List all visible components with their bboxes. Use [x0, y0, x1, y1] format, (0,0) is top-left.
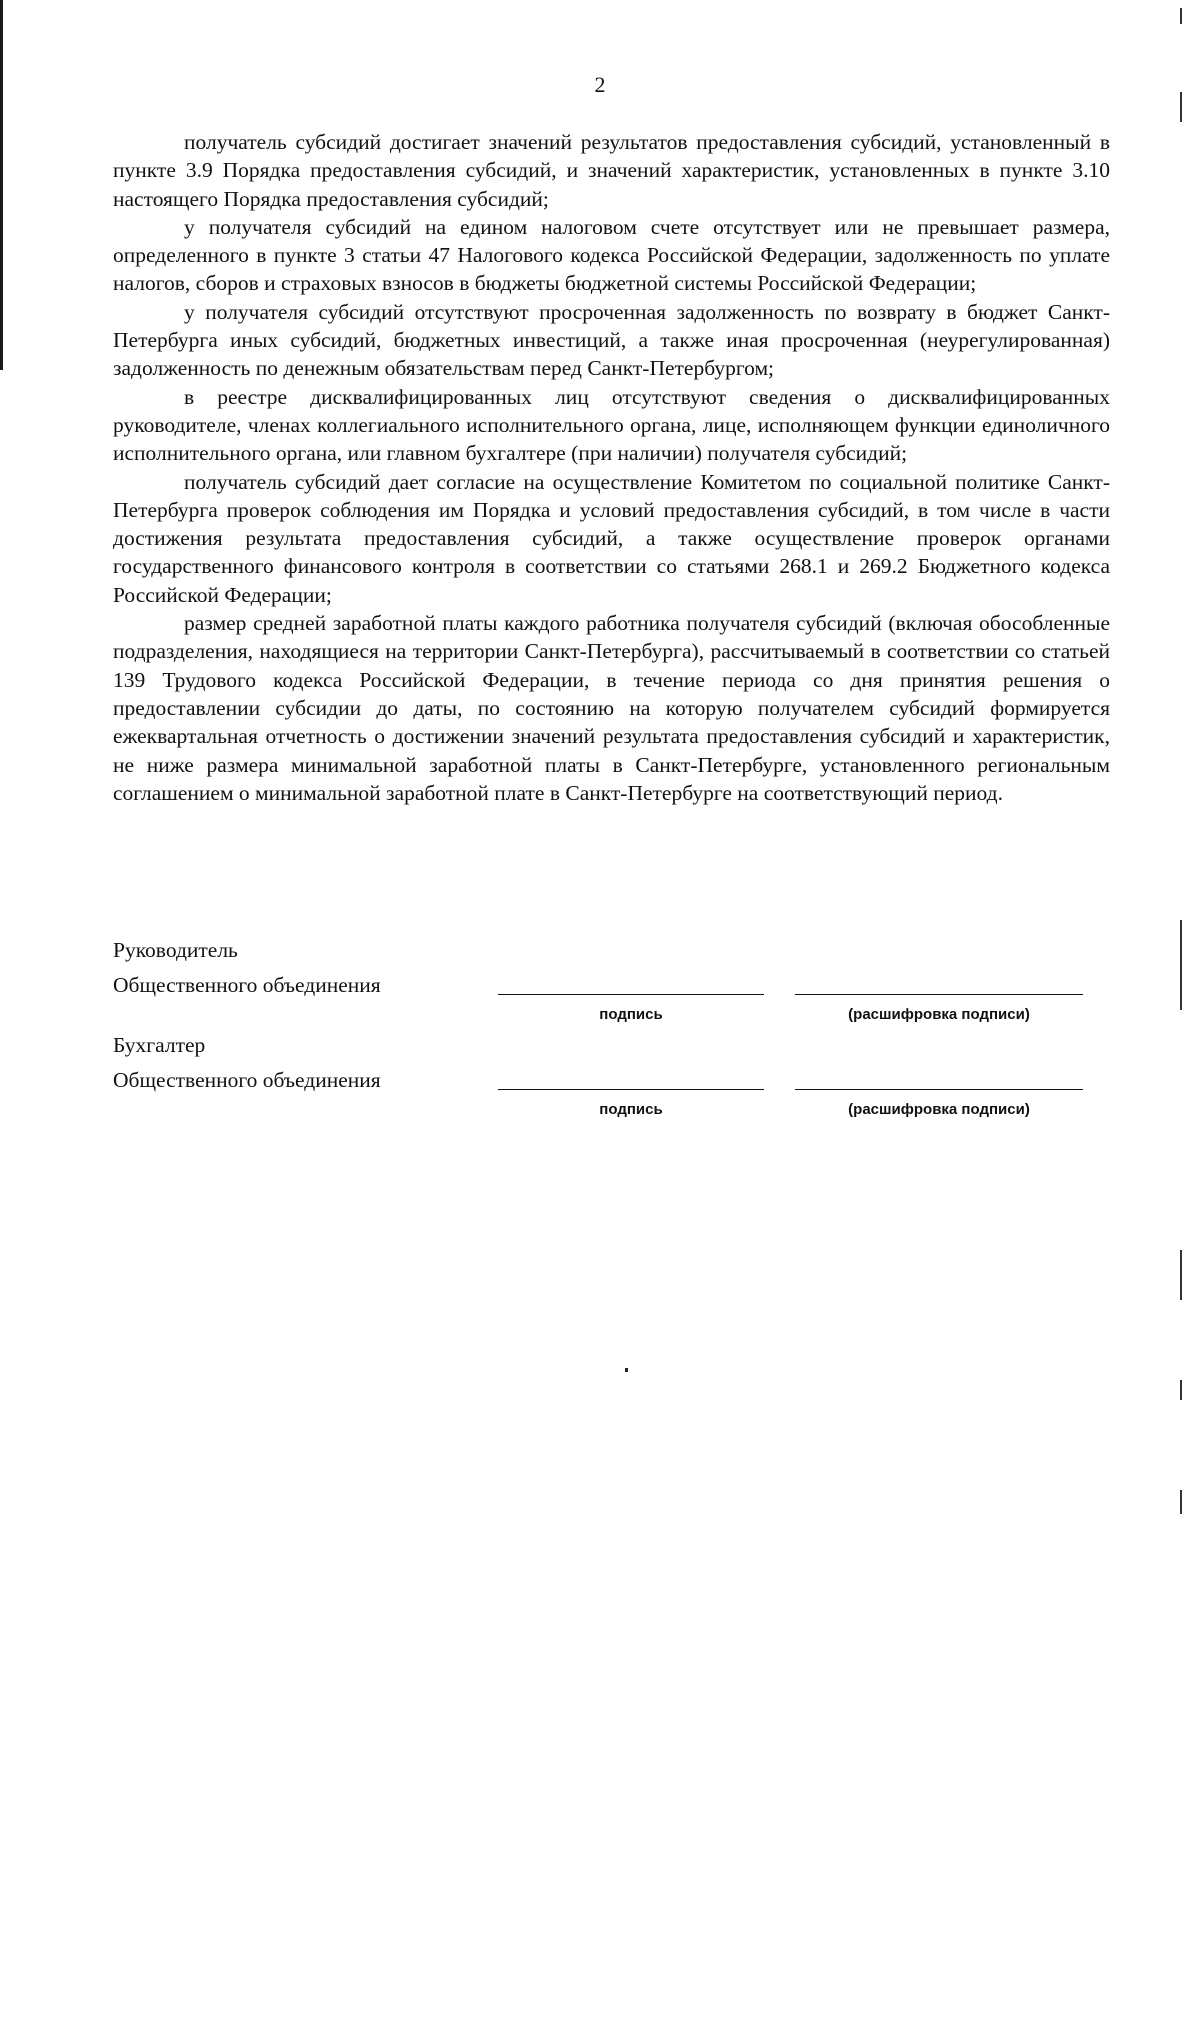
head-signature-line: [498, 994, 764, 995]
paragraph-inspection-consent: получатель субсидий дает согласие на осуществление Комитетом по социальной политике Санкт-Петербурга проверок соблюдения им Порядка и условий предоставления субсидий, в том числе в части достижения результата предоставления субсидий, а также осуществление проверок органами государственного финансового контроля в соответствии со статьями 268.1 и 269.2 Бюджетного кодекса Российской Федерации;: [113, 469, 1110, 607]
document-body: [113, 128, 1110, 807]
page-number: 2: [594, 72, 606, 97]
scan-margin-mark: [1180, 1250, 1182, 1300]
head-title-line2: Общественного объединения: [113, 973, 381, 997]
accountant-decoding-line: [795, 1089, 1083, 1090]
head-signature-caption: подпись: [599, 1006, 663, 1023]
accountant-title-line1: Бухгалтер: [113, 1033, 206, 1057]
paragraph-results-achieved: получатель субсидий достигает значений результатов предоставления субсидий, установленный в пункте 3.9 Порядка предоставления субсидий, и значений характеристик, установленных в пункте 3.10 настоящего Порядка предоставления субсидий;: [113, 130, 1110, 211]
paragraph-disqualified-persons: в реестре дисквалифицированных лиц отсутствуют сведения о дисквалифицированных руководителе, членах коллегиального исполнительного органа, лице, исполняющем функции единоличного исполнительного органа, или главном бухгалтере (при наличии) получателя субсидий;: [113, 384, 1110, 466]
paragraph-overdue-debt: у получателя субсидий отсутствуют просроченная задолженность по возврату в бюджет Санкт-Петербурга иных субсидий, бюджетных инвестиций, а также иная просроченная (неурегулированная) задолженность по денежным обязательствам перед Санкт-Петербургом;: [113, 299, 1110, 381]
accountant-title-line2: Общественного объединения: [113, 1068, 381, 1092]
scan-edge-bar: [0, 0, 3, 370]
head-title-line1: Руководитель: [113, 938, 238, 962]
paragraph-tax-debt: у получателя субсидий на едином налоговом счете отсутствует или не превышает размера, определенного в пункте 3 статьи 47 Налогового кодекса Российской Федерации, задолженность по уплате налогов, сборов и страховых взносов в бюджеты бюджетной системы Российской Федерации;: [113, 214, 1110, 296]
scan-margin-mark: [1180, 920, 1182, 1010]
accountant-signature-caption: подпись: [599, 1101, 663, 1118]
head-decoding-caption: (расшифровка подписи): [848, 1006, 1030, 1023]
accountant-signature-line: [498, 1089, 764, 1090]
scan-margin-mark: [1180, 1380, 1182, 1400]
scan-speck: [625, 1368, 628, 1372]
accountant-decoding-caption: (расшифровка подписи): [848, 1101, 1030, 1118]
head-decoding-line: [795, 994, 1083, 995]
scan-margin-mark: [1180, 1490, 1182, 1514]
scan-margin-mark: [1180, 8, 1182, 24]
paragraph-average-salary: размер средней заработной платы каждого работника получателя субсидий (включая обособленные подразделения, находящиеся на территории Санкт-Петербурга), рассчитываемый в соответствии со статьей 139 Трудового кодекса Российской Федерации, в течение периода со дня принятия решения о предоставлении субсидии до даты, по состоянию на которую получателем субсидий формируется ежеквартальная отчетность о достижении значений результата предоставления субсидий и характеристик, не ниже размера минимальной заработной платы в Санкт-Петербурге, установленного региональным соглашением о минимальной заработной плате в Санкт-Петербурге на соответствующий период.: [113, 611, 1110, 805]
